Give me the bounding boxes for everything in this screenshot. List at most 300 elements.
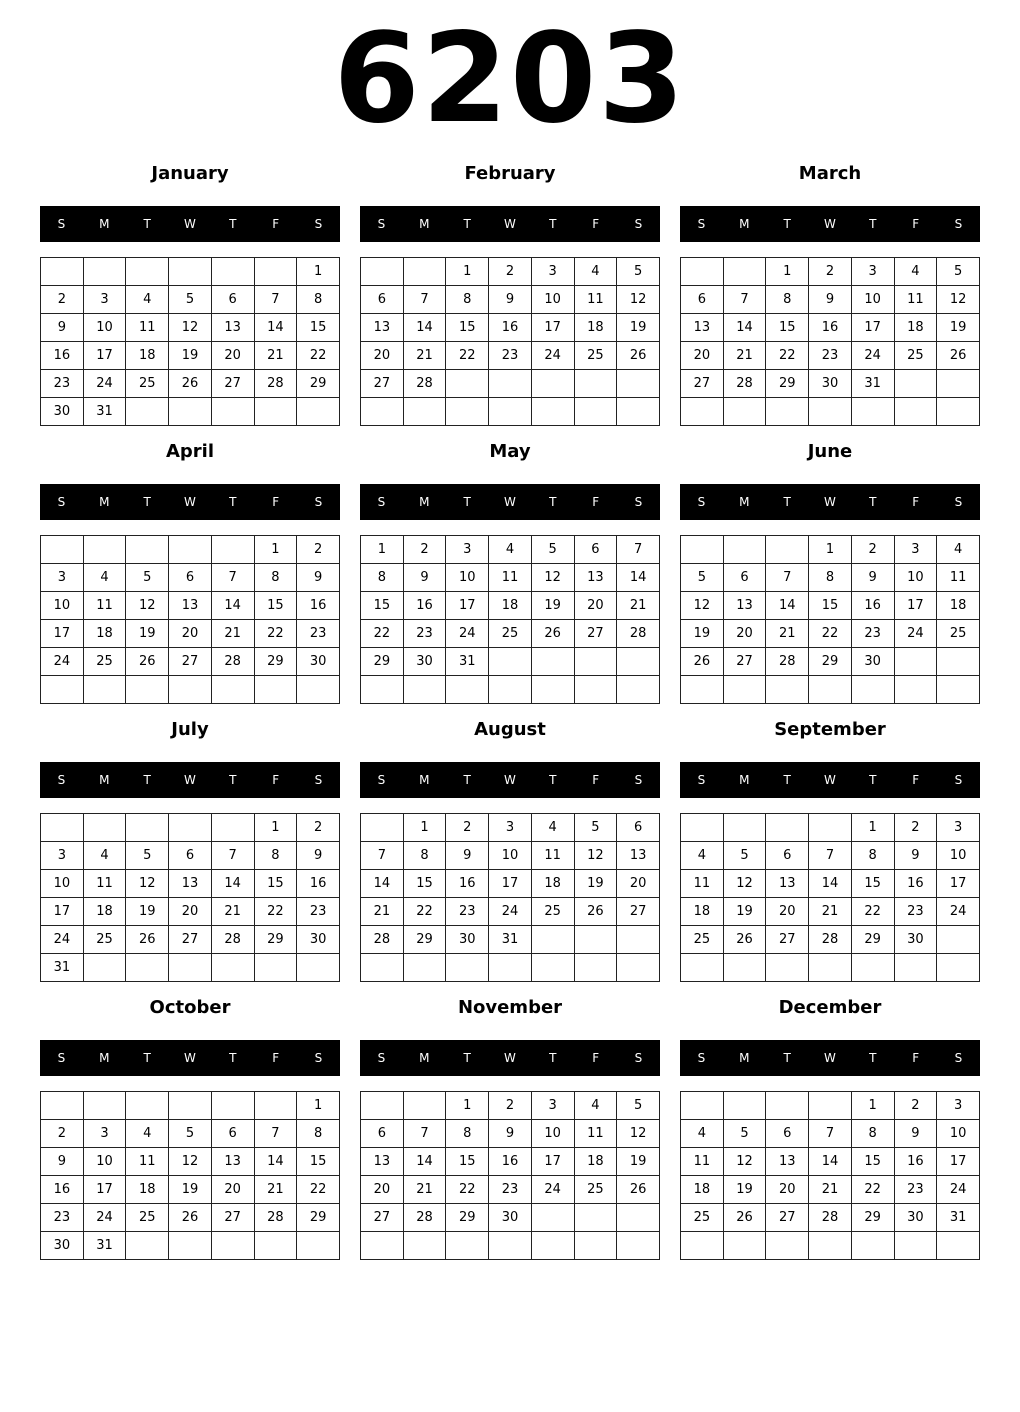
empty-day-cell xyxy=(531,676,574,704)
day-cell: 14 xyxy=(723,314,766,342)
day-cell: 28 xyxy=(361,926,404,954)
day-cell: 18 xyxy=(531,870,574,898)
day-cell: 16 xyxy=(403,592,446,620)
empty-day-cell xyxy=(254,1092,297,1120)
day-cell: 26 xyxy=(169,1204,212,1232)
day-cell: 28 xyxy=(723,370,766,398)
week-row xyxy=(41,1148,340,1176)
weekday-label: W xyxy=(824,217,836,231)
day-cell: 4 xyxy=(681,1120,724,1148)
day-cell: 13 xyxy=(766,1148,809,1176)
day-grid xyxy=(680,1091,980,1260)
week-row xyxy=(681,1204,980,1232)
weekday-header xyxy=(40,1040,340,1076)
day-cell: 24 xyxy=(41,648,84,676)
day-cell: 4 xyxy=(574,258,617,286)
empty-day-cell xyxy=(937,370,980,398)
weekday-label: M xyxy=(739,495,750,509)
week-row xyxy=(361,814,660,842)
weekday-label: F xyxy=(592,773,600,787)
empty-day-cell xyxy=(766,1092,809,1120)
empty-day-cell xyxy=(617,398,660,426)
day-cell: 8 xyxy=(254,842,297,870)
month-name: September xyxy=(774,719,886,740)
day-cell: 20 xyxy=(766,898,809,926)
week-row xyxy=(361,1176,660,1204)
empty-day-cell xyxy=(126,536,169,564)
day-cell: 7 xyxy=(254,286,297,314)
day-cell: 19 xyxy=(617,314,660,342)
day-cell: 31 xyxy=(83,398,126,426)
week-row xyxy=(361,870,660,898)
week-row xyxy=(681,1148,980,1176)
empty-day-cell xyxy=(894,954,937,982)
week-row xyxy=(41,1120,340,1148)
week-row xyxy=(361,1120,660,1148)
week-row xyxy=(41,342,340,370)
empty-day-cell xyxy=(254,258,297,286)
day-cell: 27 xyxy=(766,926,809,954)
weekday-label: S xyxy=(57,773,66,787)
day-grid xyxy=(360,813,660,982)
week-row xyxy=(681,870,980,898)
week-row xyxy=(361,1204,660,1232)
day-cell: 10 xyxy=(41,870,84,898)
weekday-label: S xyxy=(697,495,706,509)
day-cell: 14 xyxy=(403,314,446,342)
weekday-label: S xyxy=(377,217,386,231)
week-row xyxy=(681,370,980,398)
weekday-label: S xyxy=(634,1051,643,1065)
weekday-header xyxy=(360,484,660,520)
day-cell: 23 xyxy=(41,370,84,398)
day-cell: 2 xyxy=(489,1092,532,1120)
day-cell: 22 xyxy=(297,1176,340,1204)
empty-day-cell xyxy=(83,676,126,704)
day-cell: 10 xyxy=(531,1120,574,1148)
empty-day-cell xyxy=(254,954,297,982)
week-row xyxy=(361,342,660,370)
day-cell: 8 xyxy=(809,564,852,592)
weekday-label: T xyxy=(549,1051,557,1065)
empty-day-cell xyxy=(617,954,660,982)
week-row xyxy=(361,954,660,982)
empty-day-cell xyxy=(723,1232,766,1260)
weekday-label: T xyxy=(143,1051,151,1065)
day-cell: 9 xyxy=(894,842,937,870)
weekday-label: W xyxy=(184,773,196,787)
day-cell: 3 xyxy=(894,536,937,564)
empty-day-cell xyxy=(169,1232,212,1260)
day-cell: 6 xyxy=(169,564,212,592)
day-cell: 1 xyxy=(361,536,404,564)
empty-day-cell xyxy=(766,676,809,704)
day-cell: 16 xyxy=(297,592,340,620)
day-cell: 24 xyxy=(489,898,532,926)
weekday-label: W xyxy=(824,773,836,787)
day-cell: 7 xyxy=(211,842,254,870)
empty-day-cell xyxy=(446,954,489,982)
day-cell: 20 xyxy=(169,620,212,648)
weekday-label: M xyxy=(419,495,430,509)
empty-day-cell xyxy=(169,814,212,842)
day-cell: 24 xyxy=(851,342,894,370)
day-cell: 26 xyxy=(723,926,766,954)
month-name: June xyxy=(807,441,853,462)
day-cell: 19 xyxy=(126,620,169,648)
empty-day-cell xyxy=(937,954,980,982)
day-cell: 20 xyxy=(361,1176,404,1204)
month-name: August xyxy=(474,719,546,740)
day-cell: 19 xyxy=(681,620,724,648)
empty-day-cell xyxy=(169,536,212,564)
weekday-header xyxy=(40,762,340,798)
day-cell: 14 xyxy=(361,870,404,898)
day-cell: 18 xyxy=(574,1148,617,1176)
empty-day-cell xyxy=(126,1092,169,1120)
day-cell: 15 xyxy=(254,870,297,898)
empty-day-cell xyxy=(361,398,404,426)
empty-day-cell xyxy=(574,676,617,704)
empty-day-cell xyxy=(681,1232,724,1260)
weekday-header xyxy=(680,1040,980,1076)
day-cell: 4 xyxy=(574,1092,617,1120)
day-cell: 5 xyxy=(169,286,212,314)
day-cell: 19 xyxy=(937,314,980,342)
empty-day-cell xyxy=(617,676,660,704)
day-cell: 27 xyxy=(211,370,254,398)
week-row xyxy=(41,1176,340,1204)
day-cell: 24 xyxy=(531,1176,574,1204)
day-cell: 26 xyxy=(937,342,980,370)
empty-day-cell xyxy=(723,258,766,286)
day-cell: 22 xyxy=(851,898,894,926)
empty-day-cell xyxy=(446,676,489,704)
empty-day-cell xyxy=(894,676,937,704)
empty-day-cell xyxy=(531,954,574,982)
week-row xyxy=(41,842,340,870)
day-cell: 26 xyxy=(617,1176,660,1204)
week-row xyxy=(681,592,980,620)
day-cell: 30 xyxy=(894,926,937,954)
day-cell: 31 xyxy=(851,370,894,398)
empty-day-cell xyxy=(531,1204,574,1232)
weekday-label: F xyxy=(272,495,280,509)
day-cell: 7 xyxy=(211,564,254,592)
day-cell: 11 xyxy=(681,1148,724,1176)
day-cell: 18 xyxy=(681,898,724,926)
week-row xyxy=(41,954,340,982)
empty-day-cell xyxy=(126,814,169,842)
day-cell: 1 xyxy=(297,258,340,286)
day-cell: 14 xyxy=(809,870,852,898)
day-cell: 10 xyxy=(446,564,489,592)
day-cell: 26 xyxy=(681,648,724,676)
weekday-label: F xyxy=(912,1051,920,1065)
day-cell: 3 xyxy=(937,814,980,842)
day-cell: 11 xyxy=(681,870,724,898)
weekday-label: S xyxy=(634,495,643,509)
day-cell: 2 xyxy=(851,536,894,564)
week-row xyxy=(361,676,660,704)
day-cell: 25 xyxy=(83,648,126,676)
empty-day-cell xyxy=(83,1092,126,1120)
day-cell: 21 xyxy=(766,620,809,648)
week-row xyxy=(41,398,340,426)
day-cell: 13 xyxy=(723,592,766,620)
week-row xyxy=(681,564,980,592)
month-name: November xyxy=(457,997,563,1018)
empty-day-cell xyxy=(403,258,446,286)
weekday-label: T xyxy=(229,773,237,787)
day-cell: 16 xyxy=(809,314,852,342)
day-cell: 8 xyxy=(297,1120,340,1148)
day-cell: 30 xyxy=(403,648,446,676)
day-cell: 7 xyxy=(723,286,766,314)
day-cell: 25 xyxy=(574,342,617,370)
day-cell: 24 xyxy=(446,620,489,648)
weekday-label: T xyxy=(869,1051,877,1065)
day-cell: 14 xyxy=(403,1148,446,1176)
weekday-header xyxy=(40,484,340,520)
day-cell: 3 xyxy=(489,814,532,842)
weekday-label: M xyxy=(99,773,110,787)
empty-day-cell xyxy=(41,258,84,286)
day-cell: 25 xyxy=(894,342,937,370)
week-row xyxy=(681,314,980,342)
day-cell: 13 xyxy=(681,314,724,342)
day-cell: 25 xyxy=(489,620,532,648)
weekday-label: F xyxy=(592,217,600,231)
day-cell: 12 xyxy=(169,314,212,342)
week-row xyxy=(361,564,660,592)
day-cell: 29 xyxy=(403,926,446,954)
month-name: May xyxy=(489,441,531,462)
empty-day-cell xyxy=(617,370,660,398)
day-cell: 20 xyxy=(361,342,404,370)
day-cell: 24 xyxy=(937,1176,980,1204)
empty-day-cell xyxy=(894,648,937,676)
day-cell: 7 xyxy=(617,536,660,564)
empty-day-cell xyxy=(617,926,660,954)
empty-day-cell xyxy=(41,536,84,564)
day-cell: 23 xyxy=(489,1176,532,1204)
empty-day-cell xyxy=(361,676,404,704)
day-cell: 14 xyxy=(254,314,297,342)
day-cell: 10 xyxy=(531,286,574,314)
day-cell: 28 xyxy=(403,1204,446,1232)
day-cell: 9 xyxy=(851,564,894,592)
day-cell: 15 xyxy=(809,592,852,620)
empty-day-cell xyxy=(211,676,254,704)
day-cell: 15 xyxy=(446,314,489,342)
week-row xyxy=(361,648,660,676)
day-cell: 21 xyxy=(809,898,852,926)
empty-day-cell xyxy=(83,536,126,564)
day-cell: 14 xyxy=(211,592,254,620)
day-grid xyxy=(680,535,980,704)
empty-day-cell xyxy=(531,1232,574,1260)
day-cell: 20 xyxy=(169,898,212,926)
day-cell: 16 xyxy=(41,1176,84,1204)
day-cell: 28 xyxy=(617,620,660,648)
weekday-label: T xyxy=(783,773,791,787)
day-cell: 7 xyxy=(403,286,446,314)
weekday-label: S xyxy=(954,495,963,509)
empty-day-cell xyxy=(766,954,809,982)
day-cell: 22 xyxy=(446,342,489,370)
day-cell: 30 xyxy=(297,926,340,954)
day-cell: 21 xyxy=(403,1176,446,1204)
day-cell: 23 xyxy=(297,620,340,648)
weekday-label: T xyxy=(869,217,877,231)
week-row xyxy=(681,1176,980,1204)
day-cell: 29 xyxy=(766,370,809,398)
day-cell: 1 xyxy=(446,1092,489,1120)
day-cell: 20 xyxy=(574,592,617,620)
day-cell: 26 xyxy=(531,620,574,648)
day-cell: 16 xyxy=(446,870,489,898)
day-cell: 31 xyxy=(41,954,84,982)
weekday-label: S xyxy=(314,773,323,787)
day-grid xyxy=(40,1091,340,1260)
weekday-label: T xyxy=(463,217,471,231)
day-cell: 15 xyxy=(851,870,894,898)
weekday-label: T xyxy=(229,217,237,231)
weekday-header xyxy=(680,762,980,798)
weekday-header xyxy=(40,206,340,242)
day-cell: 15 xyxy=(851,1148,894,1176)
month-name: January xyxy=(151,163,229,184)
month-name: December xyxy=(778,997,882,1018)
empty-day-cell xyxy=(681,1092,724,1120)
day-cell: 19 xyxy=(617,1148,660,1176)
day-cell: 12 xyxy=(126,870,169,898)
week-row xyxy=(681,1120,980,1148)
weekday-label: M xyxy=(419,773,430,787)
weekday-label: T xyxy=(869,773,877,787)
day-cell: 6 xyxy=(681,286,724,314)
day-cell: 13 xyxy=(211,1148,254,1176)
day-cell: 21 xyxy=(254,342,297,370)
empty-day-cell xyxy=(126,398,169,426)
empty-day-cell xyxy=(126,1232,169,1260)
day-cell: 4 xyxy=(83,842,126,870)
day-cell: 22 xyxy=(851,1176,894,1204)
day-cell: 29 xyxy=(851,926,894,954)
week-row xyxy=(361,898,660,926)
empty-day-cell xyxy=(83,258,126,286)
day-cell: 27 xyxy=(211,1204,254,1232)
week-row xyxy=(361,536,660,564)
day-cell: 10 xyxy=(83,314,126,342)
day-cell: 11 xyxy=(574,286,617,314)
day-cell: 16 xyxy=(41,342,84,370)
day-cell: 24 xyxy=(937,898,980,926)
day-cell: 6 xyxy=(574,536,617,564)
day-cell: 10 xyxy=(937,842,980,870)
empty-day-cell xyxy=(403,1232,446,1260)
day-cell: 2 xyxy=(41,1120,84,1148)
empty-day-cell xyxy=(297,1232,340,1260)
weekday-label: S xyxy=(314,217,323,231)
day-cell: 14 xyxy=(211,870,254,898)
empty-day-cell xyxy=(41,814,84,842)
day-cell: 29 xyxy=(254,926,297,954)
weekday-label: W xyxy=(184,1051,196,1065)
day-cell: 17 xyxy=(83,342,126,370)
week-row xyxy=(361,1148,660,1176)
weekday-label: W xyxy=(504,217,516,231)
day-cell: 15 xyxy=(766,314,809,342)
day-cell: 13 xyxy=(211,314,254,342)
week-row xyxy=(681,1232,980,1260)
day-cell: 31 xyxy=(446,648,489,676)
week-row xyxy=(41,620,340,648)
week-row xyxy=(681,258,980,286)
day-cell: 22 xyxy=(361,620,404,648)
day-cell: 6 xyxy=(766,1120,809,1148)
empty-day-cell xyxy=(489,1232,532,1260)
empty-day-cell xyxy=(681,398,724,426)
day-cell: 28 xyxy=(766,648,809,676)
empty-day-cell xyxy=(894,1232,937,1260)
day-cell: 13 xyxy=(169,870,212,898)
day-cell: 11 xyxy=(126,1148,169,1176)
weekday-header xyxy=(680,484,980,520)
day-cell: 8 xyxy=(361,564,404,592)
weekday-label: S xyxy=(57,1051,66,1065)
day-cell: 29 xyxy=(851,1204,894,1232)
empty-day-cell xyxy=(851,1232,894,1260)
day-cell: 23 xyxy=(851,620,894,648)
day-cell: 1 xyxy=(403,814,446,842)
day-cell: 4 xyxy=(531,814,574,842)
day-cell: 26 xyxy=(723,1204,766,1232)
weekday-label: M xyxy=(419,217,430,231)
empty-day-cell xyxy=(766,536,809,564)
empty-day-cell xyxy=(809,954,852,982)
day-cell: 18 xyxy=(489,592,532,620)
day-cell: 7 xyxy=(766,564,809,592)
empty-day-cell xyxy=(617,648,660,676)
weekday-label: F xyxy=(272,1051,280,1065)
week-row xyxy=(361,620,660,648)
day-cell: 25 xyxy=(83,926,126,954)
day-cell: 19 xyxy=(169,1176,212,1204)
week-row xyxy=(361,842,660,870)
day-cell: 11 xyxy=(531,842,574,870)
day-cell: 30 xyxy=(894,1204,937,1232)
day-cell: 3 xyxy=(446,536,489,564)
day-cell: 9 xyxy=(41,1148,84,1176)
day-cell: 26 xyxy=(126,926,169,954)
day-cell: 1 xyxy=(254,814,297,842)
weekday-label: S xyxy=(377,773,386,787)
weekday-label: W xyxy=(504,773,516,787)
day-cell: 17 xyxy=(851,314,894,342)
week-row xyxy=(41,592,340,620)
day-cell: 27 xyxy=(766,1204,809,1232)
day-cell: 6 xyxy=(617,814,660,842)
weekday-label: T xyxy=(229,495,237,509)
weekday-label: F xyxy=(272,773,280,787)
day-cell: 3 xyxy=(851,258,894,286)
day-cell: 27 xyxy=(617,898,660,926)
weekday-label: W xyxy=(504,1051,516,1065)
day-cell: 14 xyxy=(809,1148,852,1176)
day-cell: 29 xyxy=(361,648,404,676)
